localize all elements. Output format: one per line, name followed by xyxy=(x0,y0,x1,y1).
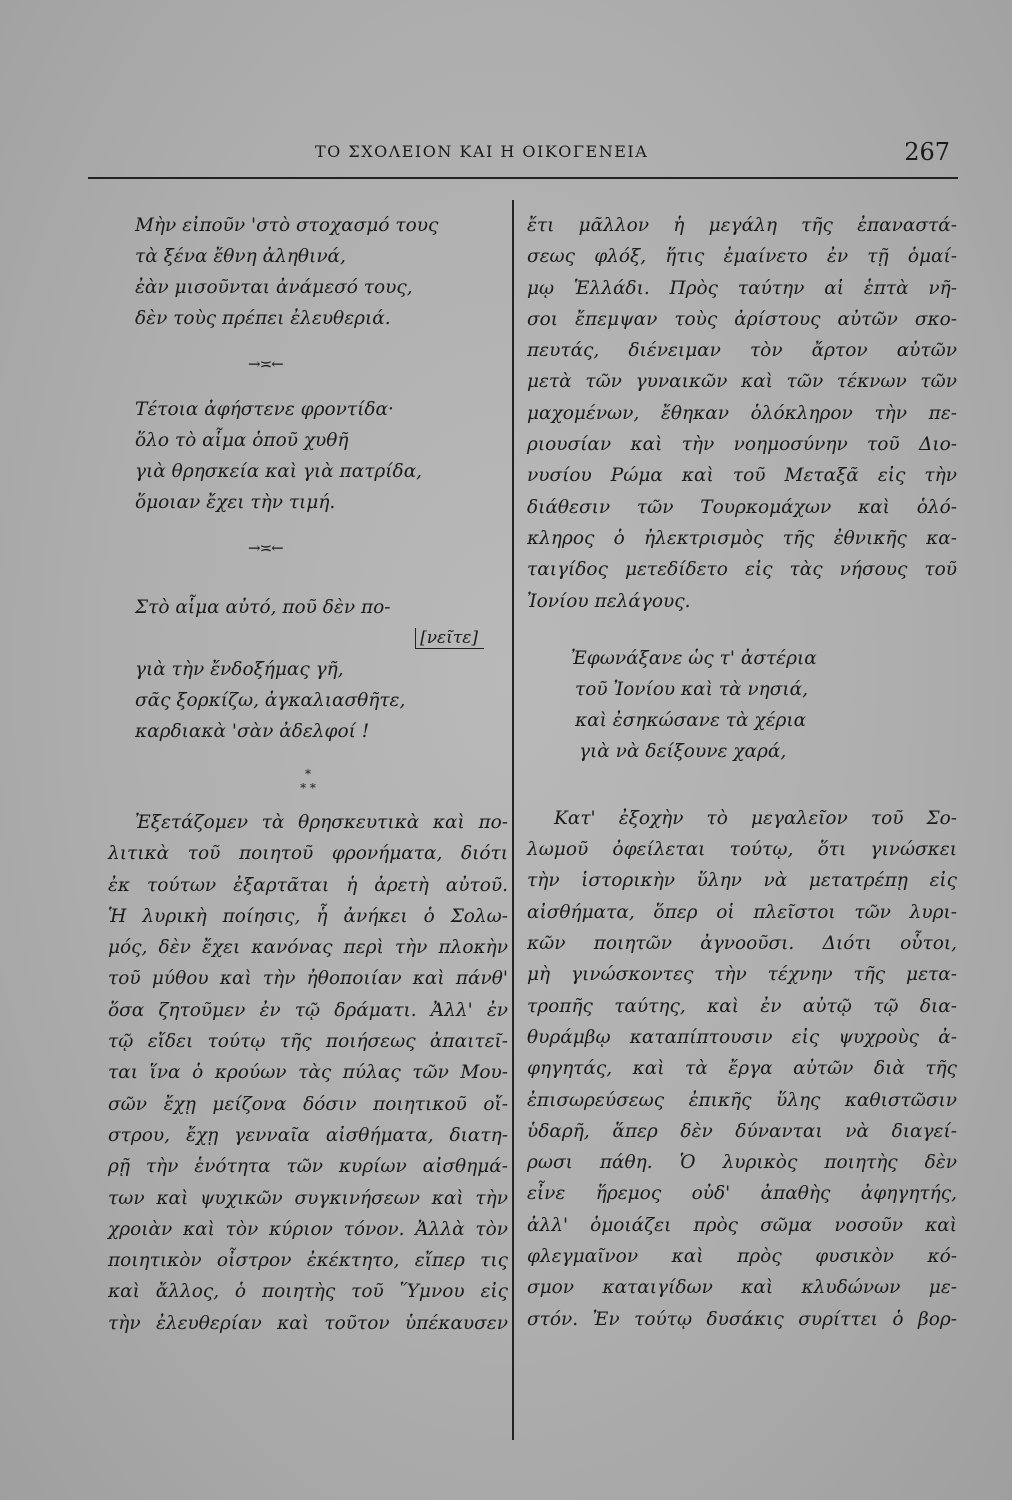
text-line: κῶν ποιητῶν ἀγνοοῦσι. Διότι οὗτοι, xyxy=(527,933,957,955)
ornament-divider: →≍← xyxy=(248,355,283,373)
text-line: ὑδαρῆ, ἅπερ δὲν δύνανται νὰ διαγεί- xyxy=(527,1120,957,1142)
verse-line: γιὰ τὴν ἔνδοξήμας γῆ, xyxy=(135,659,344,680)
text-line: χροιὰν καὶ τὸν κύριον τόνον. Ἀλλὰ τὸν xyxy=(108,1218,508,1240)
text-line: νυσίου Ρώμα καὶ τοῦ Μεταξᾶ εἰς τὴν xyxy=(527,465,957,487)
text-line: Ἡ λυρικὴ ποίησις, ἧ ἀνήκει ὁ Σολω- xyxy=(108,905,508,927)
text-line: μετὰ τῶν γυναικῶν καὶ τῶν τέκνων τῶν xyxy=(527,371,957,393)
ornament-divider: →≍← xyxy=(248,539,283,557)
text-line: κληρος ὁ ἠλεκτρισμὸς τῆς ἐθνικῆς κα- xyxy=(527,527,957,549)
text-line: λωμοῦ ὀφείλεται τούτῳ, ὅτι γινώσκει xyxy=(527,839,957,861)
asterism xyxy=(108,747,508,807)
stanza-2 xyxy=(108,394,508,518)
text-line: Κατ' ἐξοχὴν τὸ μεγαλεῖον τοῦ Σο- xyxy=(554,807,957,829)
stanza-right xyxy=(527,643,957,767)
text-line: σμον καταιγίδων καὶ κλυδώνων με- xyxy=(527,1277,957,1299)
text-line: των καὶ ψυχικῶν συγκινήσεων καὶ τὴν xyxy=(108,1187,508,1209)
text-line: μὴ γινώσκοντες τὴν τέχνην τῆς μετα- xyxy=(527,964,957,986)
verse-turnover xyxy=(108,623,508,654)
verse-line: γιὰ θρησκεία καὶ γιὰ πατρίδα, xyxy=(135,461,423,482)
text-line: Ἐξετάζομεν τὰ θρησκευτικὰ καὶ πο- xyxy=(135,812,508,833)
stanza-3 xyxy=(108,592,508,747)
text-line: σεως φλόξ, ἥτις ἐμαίνετο ἐν τῇ ὁμαί- xyxy=(527,246,957,268)
verse-line: καὶ ἐσηκώσανε τὰ χέρια xyxy=(575,709,807,731)
text-line: καὶ ἄλλος, ὁ ποιητὴς τοῦ Ὕμνου εἰς xyxy=(108,1281,508,1303)
verse-line: ὅμοιαν ἔχει τὴν τιμή. xyxy=(135,492,336,513)
header-rule xyxy=(88,177,958,179)
verse-line: Τέτοια ἀφήστενε φροντίδα· xyxy=(135,399,394,420)
journal-title: ΤΟ ΣΧΟΛΕΙΟΝ ΚΑΙ Η ΟΙΚΟΓΕΝΕΙΑ xyxy=(315,142,649,161)
text-line: ποιητικὸν οἶστρον ἐκέκτητο, εἴπερ τις xyxy=(108,1250,508,1272)
text-line: σοι ἔπεμψαν τοὺς ἀρίστους αὐτῶν σκο- xyxy=(527,308,957,330)
verse-line: τοῦ Ἰονίου καὶ τὰ νησιά, xyxy=(575,678,808,700)
verse-line: Στὸ αἷμα αὐτό, ποῦ δὲν πο- xyxy=(135,597,391,618)
verse-line: Μὴν εἰποῦν 'στὸ στοχασμό τους xyxy=(135,215,439,236)
text-line: ἀλλ' ὁμοιάζει πρὸς σῶμα νοσοῦν καὶ xyxy=(527,1214,957,1236)
page-number: 267 xyxy=(904,138,950,166)
text-line: θυράμβῳ καταπίπτουσιν εἰς ψυχροὺς ἀ- xyxy=(527,1026,957,1048)
text-line: μῳ Ἑλλάδι. Πρὸς ταύτην αἱ ἑπτὰ νῆ- xyxy=(527,277,957,299)
text-line: μαχομένων, ἔθηκαν ὁλόκληρον τὴν πε- xyxy=(527,402,957,424)
prose-paragraph xyxy=(108,807,508,1339)
turnover-text: [νεῖτε] xyxy=(415,628,484,649)
text-line: φλεγμαῖνον καὶ πρὸς φυσικὸν κό- xyxy=(527,1246,957,1268)
text-line: Ἰονίου πελάγους. xyxy=(527,590,691,612)
text-line: στόν. Ἐν τούτῳ δυσάκις συρίττει ὁ βορ- xyxy=(527,1308,957,1330)
text-line: τῷ εἴδει τούτῳ τῆς ποιήσεως ἀπαιτεῖ- xyxy=(108,1031,508,1053)
text-line: ὅσα ζητοῦμεν ἐν τῷ δράματι. Ἀλλ' ἐν xyxy=(108,999,508,1021)
prose-paragraph xyxy=(527,210,957,617)
verse-line: τὰ ξένα ἔθνη ἀληθινά, xyxy=(135,246,346,267)
text-line: ἔτι μᾶλλον ἡ μεγάλη τῆς ἐπαναστά- xyxy=(527,215,957,236)
text-line: ἐκ τούτων ἐξαρτᾶται ἡ ἀρετὴ αὐτοῦ. xyxy=(108,874,508,896)
text-line: διάθεσιν τῶν Τουρκομάχων καὶ ὁλό- xyxy=(527,496,957,518)
text-line: λιτικὰ τοῦ ποιητοῦ φρονήματα, διότι xyxy=(108,843,508,865)
verse-line: ὅλο τὸ αἷμα ὁποῦ χυθῆ xyxy=(135,430,349,451)
text-line: σῶν ἔχῃ μείζονα δόσιν ποιητικοῦ οἴ- xyxy=(108,1093,508,1115)
text-line: ται ἵνα ὁ κρούων τὰς πύλας τῶν Μου- xyxy=(108,1062,508,1084)
text-line: στρου, ἔχῃ γενναῖα αἰσθήματα, διατη- xyxy=(108,1124,508,1146)
verse-line: δὲν τοὺς πρέπει ἐλευθεριά. xyxy=(135,308,391,329)
left-column xyxy=(108,210,508,1339)
verse-line: καρδιακὰ 'σὰν ἀδελφοί ! xyxy=(135,721,370,742)
text-line: εἶνε ἥρεμος οὐδ' ἀπαθὴς ἀφηγητής, xyxy=(527,1183,957,1205)
text-line: τροπῆς ταύτης, καὶ ἐν αὐτῷ τῷ δια- xyxy=(527,995,957,1017)
text-line: ριουσίαν καὶ τὴν νοημοσύνην τοῦ Διο- xyxy=(527,434,957,456)
text-line: τοῦ μύθου καὶ τὴν ἠθοποιίαν καὶ πάνθ' xyxy=(108,968,508,990)
text-line: ἐπισωρεύσεως ἐπικῆς ὕλης καθιστῶσιν xyxy=(527,1089,957,1111)
prose-paragraph xyxy=(527,803,957,1335)
text-line: τὴν ἐλευθερίαν καὶ τοῦτον ὑπέκαυσεν xyxy=(108,1312,508,1334)
text-line: φηγητάς, καὶ τὰ ἔργα αὐτῶν διὰ τῆς xyxy=(527,1058,957,1080)
running-header xyxy=(90,138,960,182)
asterism-top: * xyxy=(305,767,311,781)
text-line: πευτάς, διένειμαν τὸν ἄρτον αὐτῶν xyxy=(527,340,957,362)
asterism-bottom: * * xyxy=(300,781,316,795)
right-column xyxy=(527,210,957,1335)
stanza-1 xyxy=(108,210,508,334)
text-line: μός, δὲν ἔχει κανόνας περὶ τὴν πλοκὴν xyxy=(108,937,508,959)
verse-line: σᾶς ξορκίζω, ἀγκαλιασθῆτε, xyxy=(135,690,406,711)
text-line: ρωσι πάθη. Ὁ λυρικὸς ποιητὴς δὲν xyxy=(527,1152,957,1174)
text-line: ταιγίδος μετεδίδετο εἰς τὰς νήσους τοῦ xyxy=(527,559,957,581)
text-line: αἰσθήματα, ὅπερ οἱ πλεῖστοι τῶν λυρι- xyxy=(527,901,957,923)
text-line: τὴν ἱστορικὴν ὕλην νὰ μετατρέπῃ εἰς xyxy=(527,870,957,892)
text-line: ρῇ τὴν ἑνότητα τῶν κυρίων αἰσθημά- xyxy=(108,1156,508,1178)
column-divider xyxy=(512,200,514,1440)
verse-line: Ἐφωνάξανε ὡς τ' ἀστέρια xyxy=(571,647,817,669)
verse-line: γιὰ νὰ δείξουνε χαρά, xyxy=(579,740,787,762)
verse-line: ἐὰν μισοῦνται ἀνάμεσό τους, xyxy=(135,277,413,298)
